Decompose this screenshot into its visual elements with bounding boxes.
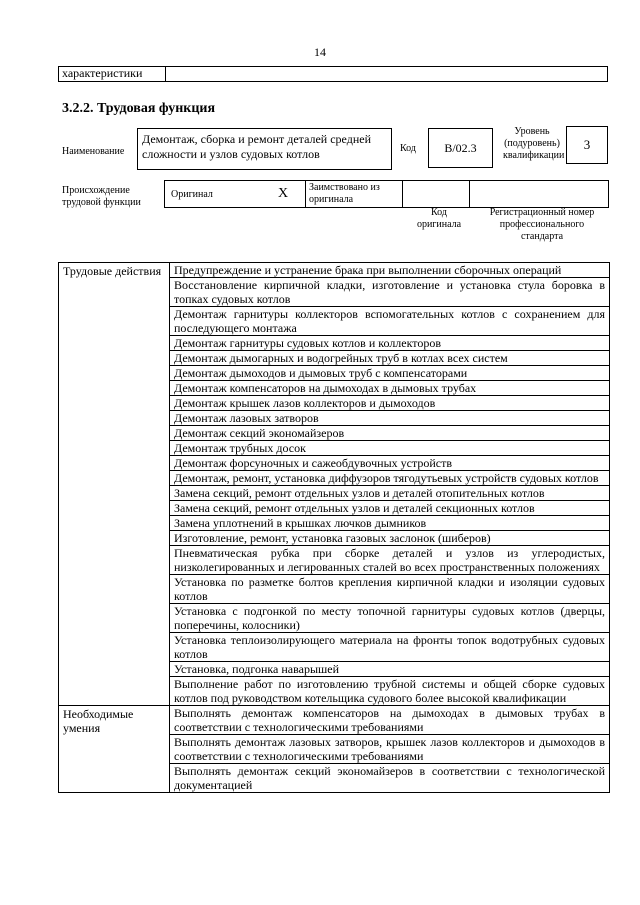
function-name-value: Демонтаж, сборка и ремонт деталей средней сложности и узлов судовых котлов (137, 128, 392, 170)
original-mark: X (278, 186, 289, 201)
skill-item: Выполнять демонтаж компенсаторов на дымоходах в дымовых трубах в соответствии с технологическими требованиями (170, 706, 610, 735)
labor-action-item: Демонтаж компенсаторов на дымоходах в дымовых трубах (170, 381, 610, 396)
labor-action-item: Восстановление кирпичной кладки, изготовление и установка стула боровка в топках судовых котлов (170, 278, 610, 307)
origin-borrowed-cell (306, 181, 470, 207)
labor-action-item: Демонтаж дымоходов и дымовых труб с компенсаторами (170, 366, 610, 381)
code-original-caption: Код оригинала (416, 207, 462, 230)
origin-divider (402, 181, 403, 207)
labor-action-item: Демонтаж трубных досок (170, 441, 610, 456)
labor-action-item: Установка теплоизолирующего материала на фронты топок водотрубных судовых котлов (170, 633, 610, 662)
labor-action-item: Демонтаж секций экономайзеров (170, 426, 610, 441)
skill-item: Выполнять демонтаж секций экономайзеров в соответствии с технологической документацией (170, 764, 610, 793)
labor-action-item: Замена секций, ремонт отдельных узлов и деталей отопительных котлов (170, 486, 610, 501)
labor-action-item: Замена уплотнений в крышках лючков дымников (170, 516, 610, 531)
reg-number-caption: Регистрационный номер профессионального стандарта (489, 207, 595, 242)
labor-action-item: Демонтаж гарнитуры коллекторов вспомогательных котлов с сохранением для последующего монтажа (170, 307, 610, 336)
code-label: Код (400, 143, 416, 154)
labor-action-item: Установка с подгонкой по месту топочной гарнитуры судовых котлов (дверцы, поперечины, колосники) (170, 604, 610, 633)
labor-action-label: Трудовые действия (59, 263, 170, 706)
borrowed-label: Заимствовано из оригинала (309, 182, 380, 205)
labor-action-item: Замена секций, ремонт отдельных узлов и деталей секционных котлов (170, 501, 610, 516)
name-label: Наименование (62, 146, 125, 157)
origin-table (164, 180, 609, 208)
section-title: 3.2.2. Трудовая функция (62, 101, 216, 116)
function-details-table (58, 262, 610, 793)
labor-action-item: Установка, подгонка наварышей (170, 662, 610, 677)
code-value: B/02.3 (428, 128, 493, 168)
labor-action-item: Демонтаж, ремонт, установка диффузоров тягодутьевых устройств судовых котлов (170, 471, 610, 486)
labor-action-item: Демонтаж гарнитуры судовых котлов и коллекторов (170, 336, 610, 351)
prev-row-label: характеристики (59, 67, 166, 81)
origin-original-cell (165, 181, 306, 207)
skill-label: Необходимые умения (59, 706, 170, 793)
skill-item: Выполнять демонтаж лазовых затворов, крышек лазов коллекторов и дымоходов в соответствии с технологическими требованиями (170, 735, 610, 764)
labor-action-item: Выполнение работ по изготовлению трубной системы и общей сборке судовых котлов под руководством котельщика судового более высокой квалификации (170, 677, 610, 706)
level-value: 3 (566, 126, 608, 164)
labor-action-item: Демонтаж форсуночных и сажеобдувочных устройств (170, 456, 610, 471)
labor-action-item: Предупреждение и устранение брака при выполнении сборочных операций (170, 263, 610, 278)
labor-action-item: Изготовление, ремонт, установка газовых заслонок (шиберов) (170, 531, 610, 546)
labor-action-item: Пневматическая рубка при сборке деталей и узлов из углеродистых, низколегированных и легированных сталей во всех пространственных положениях (170, 546, 610, 575)
original-label: Оригинал (171, 189, 213, 200)
page-number: 14 (314, 45, 326, 59)
labor-action-item: Демонтаж лазовых затворов (170, 411, 610, 426)
previous-table-row (58, 66, 608, 82)
labor-action-item: Демонтаж крышек лазов коллекторов и дымоходов (170, 396, 610, 411)
level-label: Уровень (подуровень) квалификации (503, 126, 565, 161)
labor-action-item: Установка по разметке болтов крепления кирпичной кладки и изоляции судовых котлов (170, 575, 610, 604)
skill-row (59, 706, 610, 735)
labor-action-row (59, 263, 610, 278)
origin-label: Происхождение трудовой функции (62, 185, 141, 208)
labor-action-item: Демонтаж дымогарных и водогрейных труб в котлах всех систем (170, 351, 610, 366)
